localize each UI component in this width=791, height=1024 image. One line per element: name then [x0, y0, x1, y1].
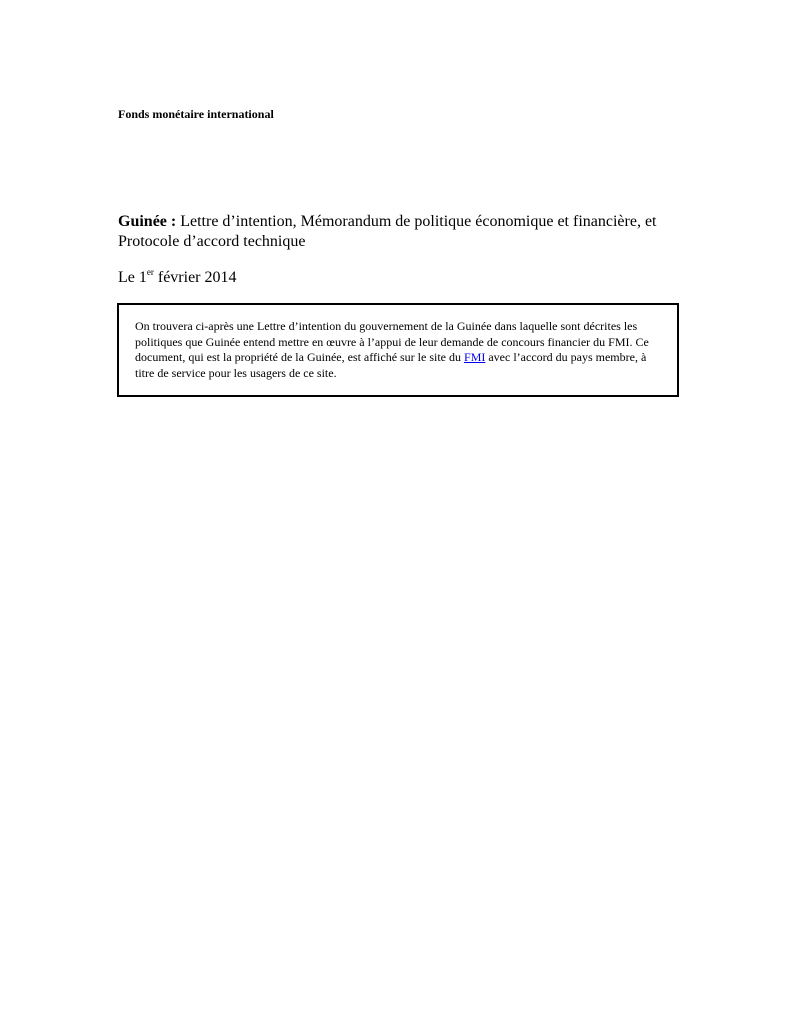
country-name: Guinée	[118, 213, 167, 230]
title-text: Lettre d’intention, Mémorandum de politique économique et financière, et Protocole d’accord technique	[118, 213, 657, 250]
notice-text-before-link: On trouvera ci-après une Lettre d’intention du gouvernement de la Guinée dans laquelle sont décrites les politiques que Guinée entend mettre en œuvre à l’appui de leur demande de concours financier du FMI. Ce document, qui est la propriété de la Guinée, est affiché sur le site du	[135, 319, 649, 364]
fmi-link[interactable]: FMI	[464, 350, 486, 364]
date-prefix: Le 1	[118, 269, 147, 286]
document-title	[118, 212, 678, 252]
organization-name: Fonds monétaire international	[118, 107, 274, 121]
notice-text-after-link: avec l’accord du pays membre, à titre de service pour les usagers de ce site.	[135, 350, 647, 380]
date-suffix: février 2014	[153, 269, 237, 286]
notice-box	[117, 303, 679, 397]
document-date	[118, 268, 237, 288]
title-separator: :	[166, 213, 181, 230]
date-superscript: er	[146, 267, 154, 277]
notice-text	[135, 319, 665, 381]
